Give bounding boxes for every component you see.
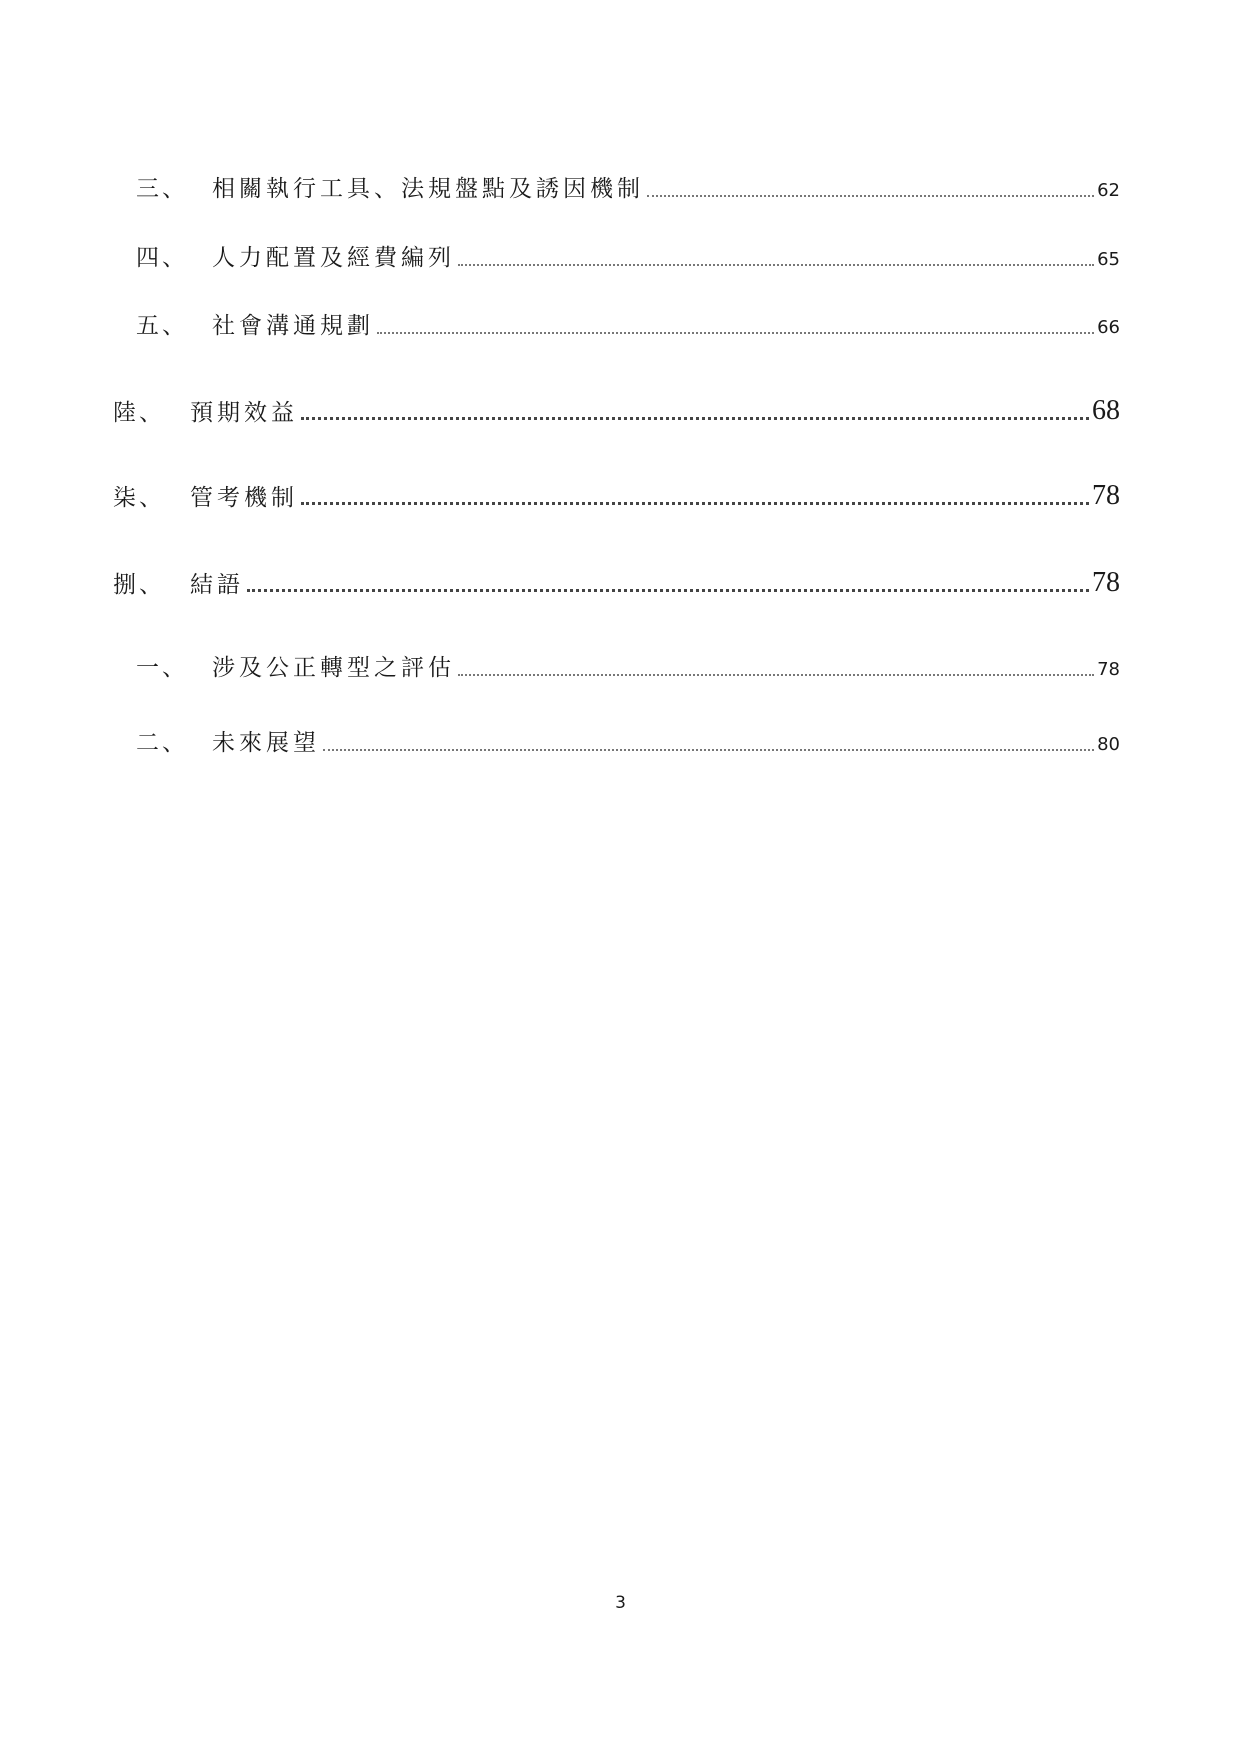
toc-dot-leader (458, 674, 1094, 676)
toc-entry-page: 66 (1097, 317, 1120, 338)
toc-entry-page: 78 (1097, 659, 1120, 680)
toc-entry[interactable] (136, 648, 1120, 682)
toc-entry[interactable] (113, 561, 1120, 599)
toc-dot-leader (377, 332, 1094, 334)
toc-entry[interactable] (113, 474, 1120, 512)
toc-dot-leader (247, 589, 1089, 592)
toc-entry-page: 80 (1097, 734, 1120, 755)
toc-entry-number: 三、 (136, 176, 188, 202)
toc-entry-number: 一、 (136, 655, 188, 681)
toc-entry-title: 未來展望 (212, 730, 320, 756)
toc-entry-title: 結語 (190, 572, 244, 598)
toc-entry-title: 管考機制 (190, 485, 298, 511)
toc-entry-page: 78 (1092, 567, 1120, 598)
toc-entry-number: 四、 (136, 245, 188, 271)
toc-entry-title: 社會溝通規劃 (212, 313, 374, 339)
toc-entry-page: 65 (1097, 249, 1120, 270)
toc-entry-number: 捌、 (113, 572, 165, 598)
toc-entry[interactable] (113, 389, 1120, 427)
toc-entry-title: 預期效益 (190, 400, 298, 426)
toc-entry[interactable] (136, 723, 1120, 757)
toc-entry-page: 62 (1097, 180, 1120, 201)
toc-entry-number: 陸、 (113, 400, 165, 426)
toc-dot-leader (301, 417, 1089, 420)
toc-entry-number: 柒、 (113, 485, 165, 511)
page-number: 3 (615, 1593, 626, 1613)
toc-entry-title: 相關執行工具、法規盤點及誘因機制 (212, 176, 644, 202)
toc-entry-page: 78 (1092, 480, 1120, 511)
toc-entry-number: 五、 (136, 313, 188, 339)
toc-dot-leader (458, 264, 1094, 266)
toc-entry[interactable] (136, 306, 1120, 340)
toc-dot-leader (647, 195, 1094, 197)
toc-dot-leader (301, 502, 1089, 505)
toc-entry[interactable] (136, 238, 1120, 272)
toc-entry[interactable] (136, 169, 1120, 203)
toc-dot-leader (323, 749, 1094, 751)
toc-entry-title: 人力配置及經費編列 (212, 245, 455, 271)
toc-entry-number: 二、 (136, 730, 188, 756)
toc-entry-page: 68 (1092, 395, 1120, 426)
toc-entry-title: 涉及公正轉型之評估 (212, 655, 455, 681)
